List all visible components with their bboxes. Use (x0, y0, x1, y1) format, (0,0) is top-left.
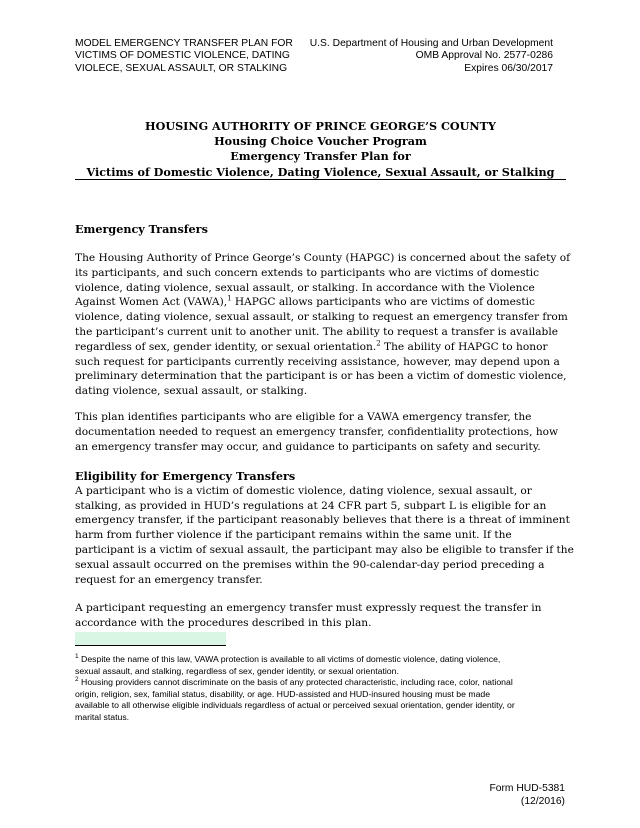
emergency-transfers-heading (75, 222, 567, 237)
paragraph-request (75, 601, 567, 631)
footnote-line: origin, religion, sex, familial status, disability, or age. HUD-assisted and HUD-insured housing must be made (75, 688, 491, 699)
paragraph-line: The Housing Authority of Prince George’s County (HAPGC) is concerned about the safety of (75, 252, 571, 264)
paragraph-line: violence, dating violence, sexual assault, or stalking to request an emergency transfer from (75, 311, 568, 324)
paragraph-line: dating violence, sexual assault, or stalking. (75, 385, 308, 398)
eligibility-section (75, 469, 574, 587)
footnote-line: marital status. (75, 711, 130, 722)
paragraph-line (75, 295, 567, 310)
paragraph-line: its participants, and such concern extends to participants who are victims of domestic (75, 266, 540, 279)
paragraph-line: request for an emergency transfer. (75, 573, 263, 586)
footnote-2 (75, 677, 575, 689)
title-line-program: Housing Choice Voucher Program (214, 134, 427, 149)
title-line-plan: Emergency Transfer Plan for (230, 149, 411, 164)
title-line-victims: Victims of Domestic Violence, Dating Violence, Sexual Assault, or Stalking (86, 164, 555, 179)
paragraph-line: such request for participants currently receiving assistance, however, may depend upon a (75, 355, 560, 368)
paragraph-line (75, 340, 567, 355)
paragraph-line: documentation needed to request an emergency transfer, confidentiality protections, how (75, 425, 559, 438)
paragraph-line: an emergency transfer may occur, and guidance to participants on safety and security. (75, 440, 541, 453)
paragraph-line: A participant who is a victim of domestic violence, dating violence, sexual assault, or (75, 484, 532, 497)
paragraph-line: stalking, as provided in HUD’s regulations at 24 CFR part 5, subpart L is eligible for an (75, 499, 547, 512)
header-left-line: VIOLECE, SEXUAL ASSAULT, OR STALKING (75, 62, 288, 74)
footnote-mark: 1 (75, 653, 79, 661)
paragraph-text: Against Women Act (VAWA), (75, 296, 228, 309)
section-heading: Eligibility for Emergency Transfers (75, 469, 296, 483)
header-left-line: MODEL EMERGENCY TRANSFER PLAN FOR (75, 38, 293, 49)
title-line-authority: HOUSING AUTHORITY OF PRINCE GEORGE’S COUNTY (145, 119, 496, 133)
footnotes (75, 654, 575, 723)
paragraph-line: violence, dating violence, sexual assault, or stalking. In accordance with the Violence (75, 281, 535, 294)
paragraph-line: sexual assault occurred on the premises within the 90-calendar-day period preceding a (75, 558, 545, 571)
header-right-line: U.S. Department of Housing and Urban Development (309, 38, 553, 49)
paragraph-text: The ability of HAPGC to honor (380, 340, 548, 353)
paragraph-line: A participant requesting an emergency transfer must expressly request the transfer in (75, 602, 542, 614)
footnote-text: Despite the name of this law, VAWA protection is available to all victims of domestic violence, dating violence, (78, 654, 501, 664)
paragraph-line: harm from further violence if the participant remains within the same unit. If the (75, 529, 512, 542)
paragraph-line: accordance with the procedures described in this plan. (75, 616, 372, 629)
footnote-ref-2: 2 (376, 339, 381, 348)
header-right (293, 38, 553, 75)
section-heading: Emergency Transfers (75, 222, 208, 236)
paragraph-text: HAPGC allows participants who are victims of domestic (231, 296, 535, 309)
title-divider (75, 179, 566, 180)
paragraph-plan-overview (75, 410, 567, 454)
footnote-ref-1: 1 (227, 294, 232, 303)
header-right-line: Expires 06/30/2017 (464, 62, 553, 74)
footnote-line: sexual assault, and stalking, regardless of sex, gender identity, or sexual orientation. (75, 665, 399, 676)
document-title (75, 119, 566, 180)
paragraph-line: preliminary determination that the participant is or has been a victim of domestic violence, (75, 370, 567, 383)
footnote-1 (75, 654, 575, 666)
paragraph-line: the participant’s current unit to another unit. The ability to request a transfer is available (75, 325, 558, 338)
paragraph-line: participant is a victim of sexual assault, the participant may also be eligible to transfer if the (75, 543, 574, 556)
form-number: Form HUD-5381 (489, 783, 565, 794)
footnote-separator (75, 632, 226, 646)
paragraph-line: This plan identifies participants who are eligible for a VAWA emergency transfer, the (75, 411, 532, 423)
header-right-line: OMB Approval No. 2577-0286 (415, 50, 553, 62)
form-date: (12/2016) (520, 795, 565, 807)
footnote-text: Housing providers cannot discriminate on the basis of any protected characteristic, including race, color, national (78, 677, 513, 687)
form-footer (489, 783, 565, 808)
paragraph-text: regardless of sex, gender identity, or sexual orientation. (75, 340, 377, 353)
footnote-mark: 2 (75, 676, 79, 684)
header-left-line: VICTIMS OF DOMESTIC VIOLENCE, DATING (75, 50, 290, 62)
paragraph-intro (75, 251, 571, 399)
footnote-line: available to all otherwise eligible individuals regardless of actual or perceived sexual orientation, gender identity, or (75, 700, 515, 710)
paragraph-line: emergency transfer, if the participant reasonably believes that there is a threat of imminent (75, 514, 570, 527)
